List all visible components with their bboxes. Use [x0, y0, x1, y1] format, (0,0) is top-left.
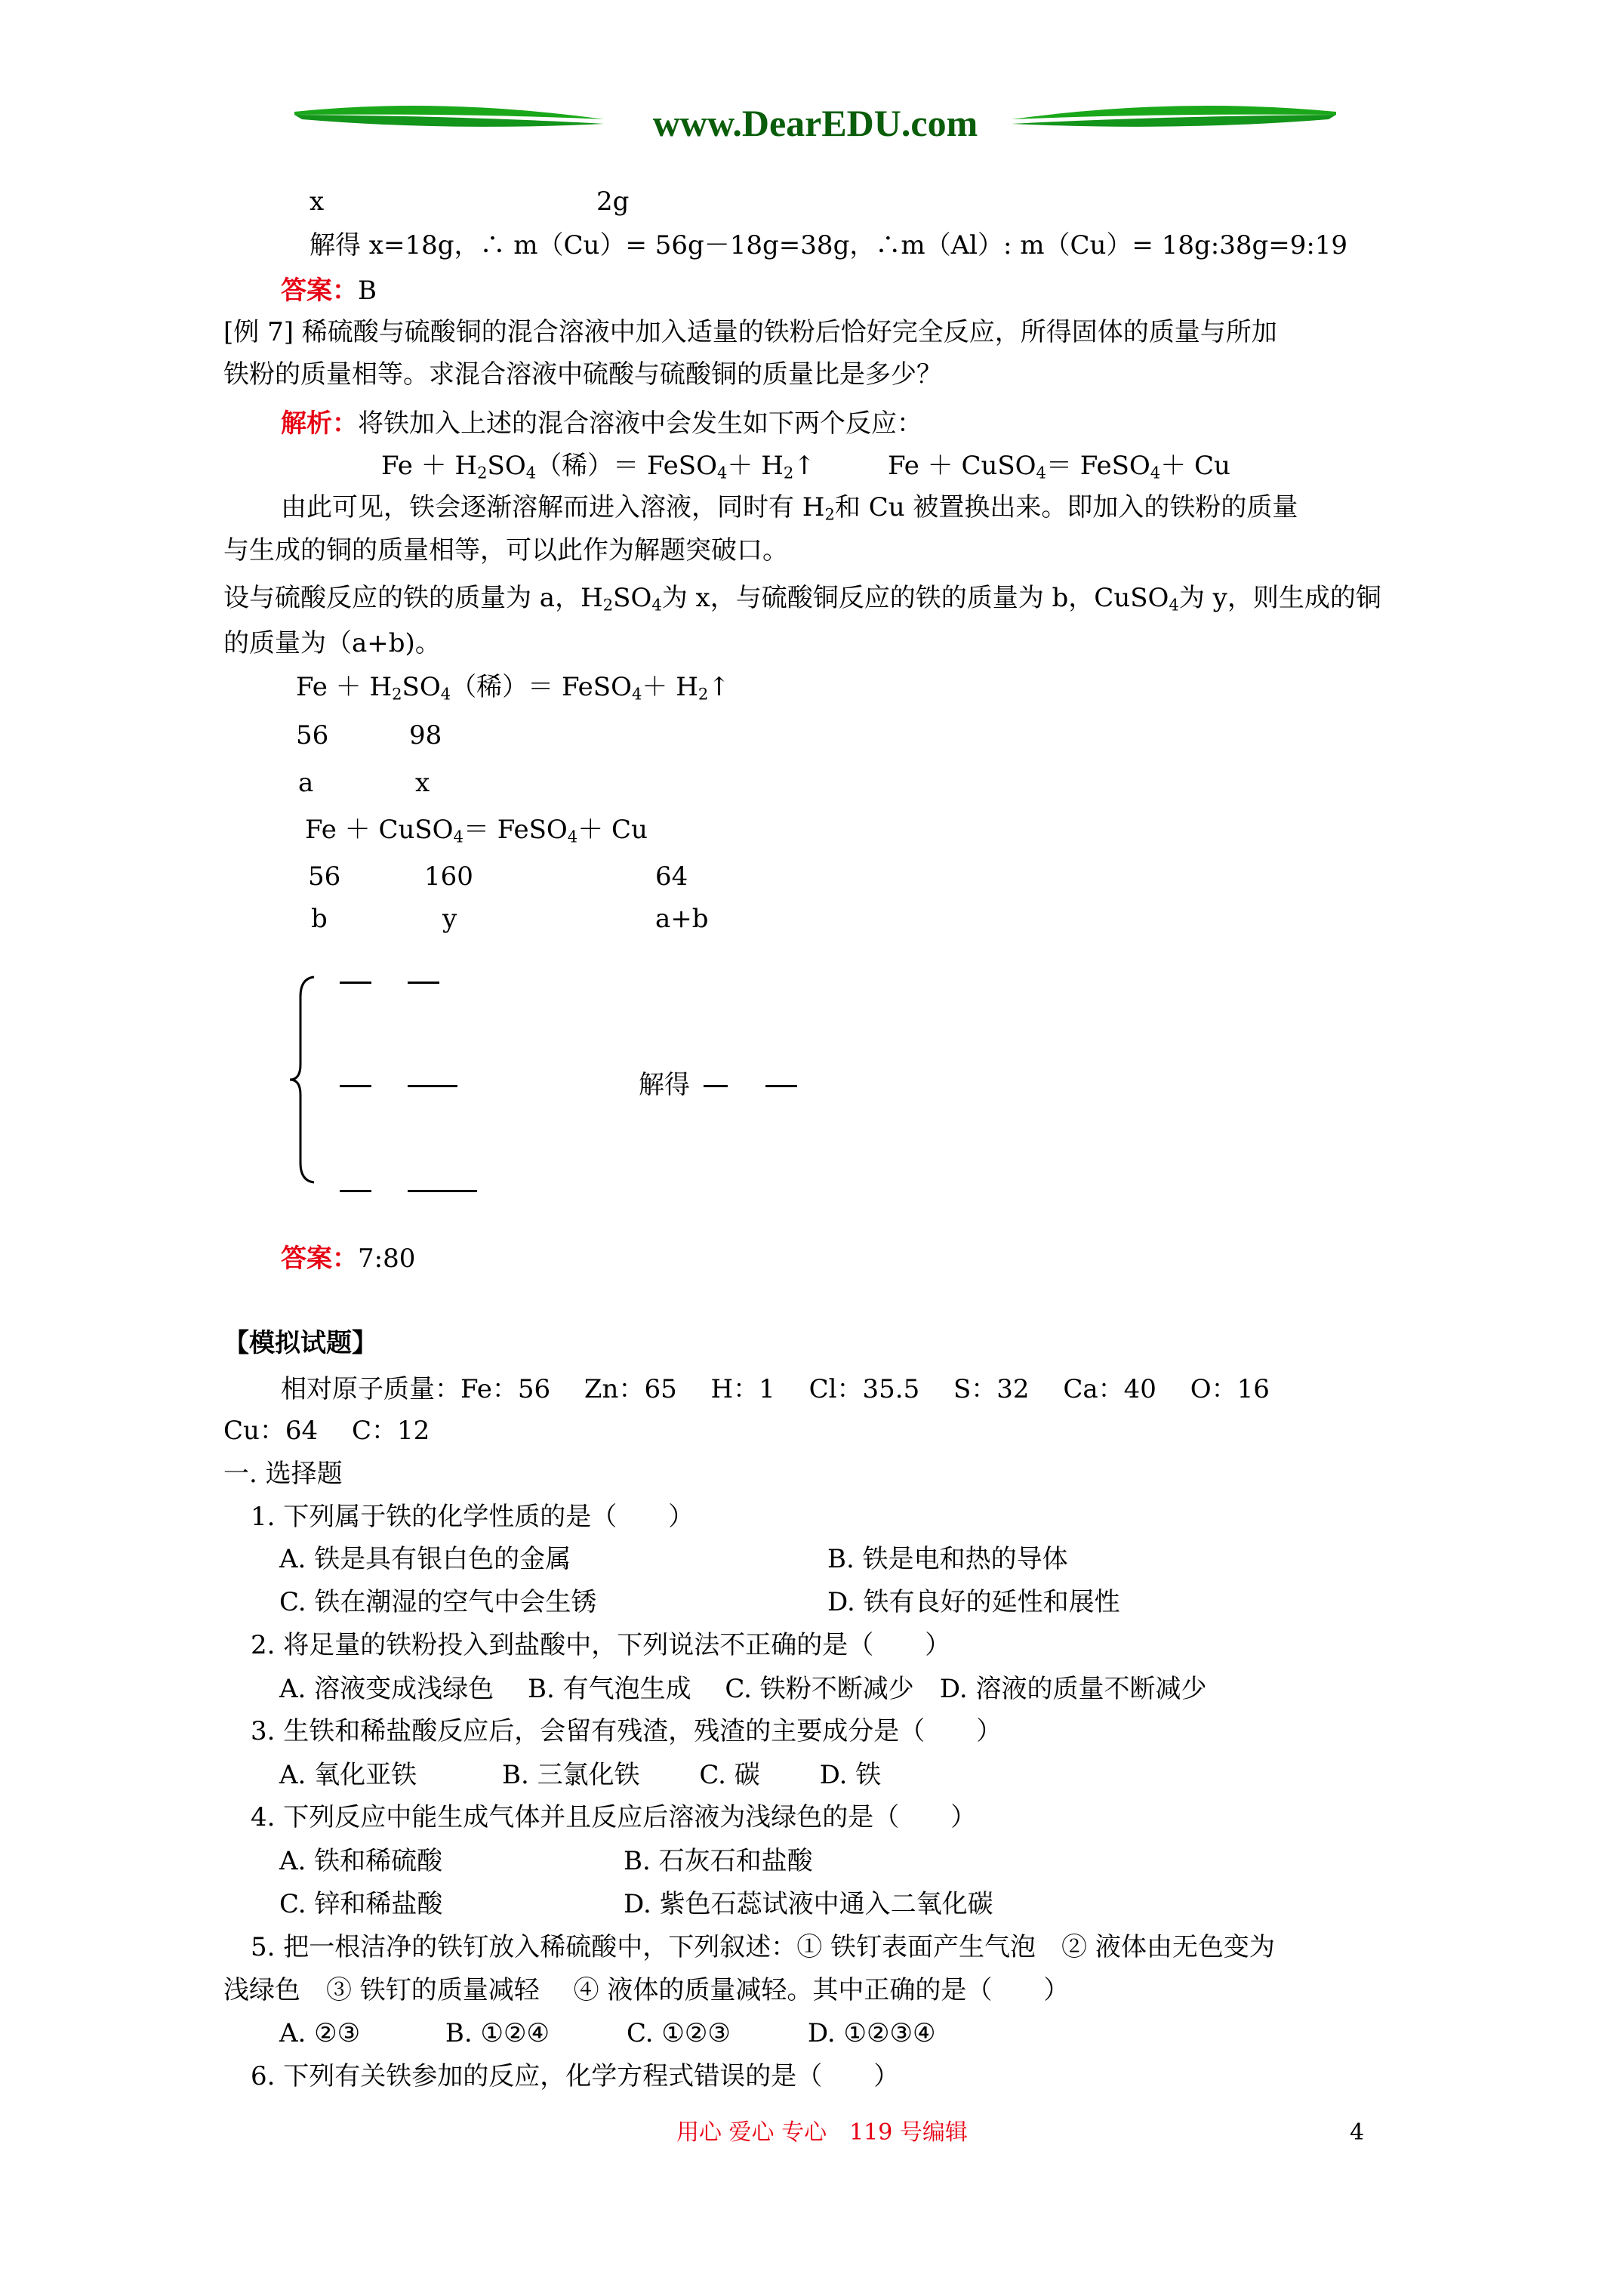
q4-option-d: D. 紫色石蕊试液中通入二氧化碳 [624, 1889, 993, 1919]
example7-line2: 铁粉的质量相等。求混合溶液中硫酸与硫酸铜的质量比是多少？ [223, 359, 942, 390]
fraction-bar [340, 1085, 371, 1087]
footer-text: 用心 爱心 专心 119 号编辑 [676, 2119, 968, 2146]
question-5-line2: 浅绿色 ③ 铁钉的质量减轻 ④ 液体的质量减轻。其中正确的是（ ） [223, 1975, 1070, 2005]
q4-option-b: B. 石灰石和盐酸 [624, 1846, 813, 1876]
solve-label: 解得 [639, 1070, 690, 1100]
eq1-mass-fe: 56 [296, 720, 329, 750]
eq1-var-a: a [298, 768, 314, 798]
q1-option-c: C. 铁在潮湿的空气中会生锈 [279, 1587, 597, 1617]
example7-answer [281, 1244, 416, 1274]
fraction-bar [765, 1085, 797, 1087]
left-brace-icon [287, 974, 317, 1185]
q2-options: A. 溶液变成浅绿色 B. 有气泡生成 C. 铁粉不断减少 D. 溶液的质量不断减少 [279, 1674, 1207, 1704]
question-2: 2. 将足量的铁粉投入到盐酸中，下列说法不正确的是（ ） [251, 1630, 951, 1660]
eq2-var-b: b [311, 904, 328, 934]
prev-answer [281, 278, 377, 304]
q1-option-d: D. 铁有良好的延性和展性 [827, 1587, 1120, 1617]
fraction-bar [340, 982, 371, 984]
answer-value: B [358, 276, 377, 306]
analysis-label: 解析： [281, 408, 358, 439]
analysis-text: 将铁加入上述的混合溶液中会发生如下两个反应： [358, 408, 922, 439]
q4-option-a: A. 铁和稀硫酸 [279, 1846, 443, 1876]
para2-line1: 设与硫酸反应的铁的质量为 a，$H_2SO_4$为 x，与硫酸铜反应的铁的质量为 b，CuSO$_4$为 y，则生成的铜 [223, 583, 1381, 615]
question-6: 6. 下列有关铁参加的反应，化学方程式错误的是（ ） [251, 2061, 900, 2091]
site-logo-banner [287, 89, 1344, 157]
answer-label: 答案： [281, 1244, 358, 1274]
atomic-mass-line2: Cu：64 C：12 [223, 1416, 430, 1446]
eq1-mass-h2so4: 98 [409, 720, 442, 750]
fraction-bar [408, 982, 439, 984]
site-name: www.DearEDU.com [652, 102, 978, 144]
question-5-line1: 5. 把一根洁净的铁钉放入稀硫酸中，下列叙述：① 铁钉表面产生气泡 ② 液体由无色变为 [251, 1932, 1275, 1962]
para1-line2: 与生成的铜的质量相等，可以此作为解题突破口。 [223, 535, 788, 566]
reaction-b: Fe ＋ CuSO$_4$＝ FeSO$_4$＋ Cu [888, 451, 1230, 482]
eq1-var-x: x [415, 768, 430, 798]
calc-solve-line: 解得 x=18g，∴ m（Cu）= 56g－18g=38g，∴m（Al）: m（Cu）= 18g:38g=9:19 [310, 230, 1348, 260]
analysis-line [281, 408, 922, 439]
equation2: Fe ＋ CuSO$_4$＝ FeSO$_4$＋ Cu [305, 815, 648, 846]
question-4: 4. 下列反应中能生成气体并且反应后溶液为浅绿色的是（ ） [251, 1802, 977, 1832]
q3-options: A. 氧化亚铁 B. 三氯化铁 C. 碳 D. 铁 [279, 1760, 882, 1790]
calc-var-x: x [310, 186, 325, 217]
fraction-bar [704, 1085, 728, 1087]
page-number: 4 [1350, 2119, 1365, 2146]
eq2-mass-cuso4: 160 [424, 861, 473, 892]
q5-options: A. ②③ B. ①②④ C. ①②③ D. ①②③④ [279, 2018, 936, 2048]
eq2-mass-cu: 64 [655, 861, 688, 892]
atomic-mass-line1: 相对原子质量：Fe：56 Zn：65 H：1 Cl：35.5 S：32 Ca：40 O：16 [281, 1374, 1270, 1404]
para2-line2: 的质量为（a+b)。 [223, 628, 441, 658]
mock-title: 【模拟试题】 [223, 1328, 377, 1358]
answer-value: 7:80 [358, 1244, 416, 1274]
equation1: $Fe + H_2SO_4$（稀）＝ FeSO$_4$＋ $H_2↑$ [296, 672, 730, 704]
para1-line1: 由此可见，铁会逐渐溶解而进入溶液，同时有 $H_2$和 Cu 被置换出来。即加入的铁粉的质量 [281, 492, 1298, 524]
fraction-bar [340, 1190, 371, 1192]
fraction-bar [408, 1190, 477, 1192]
answer-label: 答案： [281, 276, 358, 306]
question-1: 1. 下列属于铁的化学性质的是（ ） [251, 1502, 694, 1532]
reaction-a: $Fe + H_2SO_4$（稀）＝ FeSO$_4$＋ $H_2↑$ [381, 451, 815, 482]
q4-option-c: C. 锌和稀盐酸 [279, 1889, 443, 1919]
q1-option-a: A. 铁是具有银白色的金属 [279, 1544, 571, 1574]
example7-line1: [例 7] 稀硫酸与硫酸铜的混合溶液中加入适量的铁粉后恰好完全反应，所得固体的质量与所加 [223, 317, 1277, 347]
eq2-mass-fe: 56 [308, 861, 341, 892]
eq2-var-y: y [442, 904, 457, 934]
calc-val-2g: 2g [596, 186, 630, 217]
section-heading: 一. 选择题 [223, 1459, 343, 1489]
q1-option-b: B. 铁是电和热的导体 [827, 1544, 1068, 1574]
question-3: 3. 生铁和稀盐酸反应后，会留有残渣，残渣的主要成分是（ ） [251, 1716, 1002, 1746]
fraction-bar [408, 1085, 457, 1087]
eq2-var-ab: a+b [655, 904, 709, 934]
